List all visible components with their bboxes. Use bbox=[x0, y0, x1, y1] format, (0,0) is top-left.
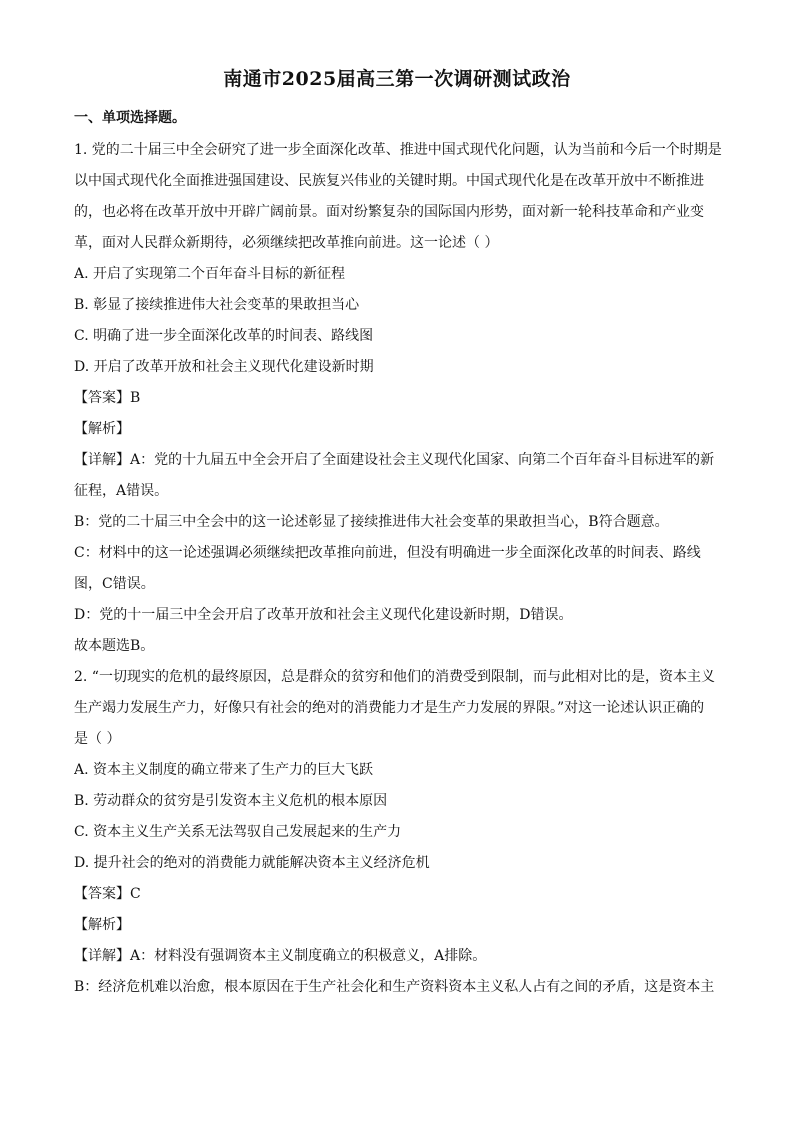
q1-explain-line: C：材料中的这一论述强调必须继续把改革推向前进，但没有明确进一步全面深化改革的时间表、路线 bbox=[74, 545, 701, 561]
q1-explain-line: 故本题选B。 bbox=[74, 638, 155, 654]
q2-option-d: D. 提升社会的绝对的消费能力就能解决资本主义经济危机 bbox=[74, 855, 430, 871]
q1-stem-line: 的，也必将在改革开放中开辟广阔前景。面对纷繁复杂的国际国内形势，面对新一轮科技革命和产业变 bbox=[74, 204, 704, 220]
q1-explain-line: 【详解】A：党的十九届五中全会开启了全面建设社会主义现代化国家、向第二个百年奋斗目标进军的新 bbox=[74, 452, 715, 468]
q1-option-b: B. 彰显了接续推进伟大社会变革的果敢担当心 bbox=[74, 297, 360, 313]
q2-option-b: B. 劳动群众的贫穷是引发资本主义危机的根本原因 bbox=[74, 793, 388, 809]
q1-option-a: A. 开启了实现第二个百年奋斗目标的新征程 bbox=[74, 266, 346, 282]
q1-answer: 【答案】B bbox=[74, 390, 141, 406]
q1-explain-line: D：党的十一届三中全会开启了改革开放和社会主义现代化建设新时期，D错误。 bbox=[74, 607, 573, 623]
section-heading: 一、单项选择题。 bbox=[74, 110, 186, 126]
q1-analysis-label: 【解析】 bbox=[74, 421, 130, 437]
q1-explain-line: 图，C错误。 bbox=[74, 576, 155, 592]
q2-option-a: A. 资本主义制度的确立带来了生产力的巨大飞跃 bbox=[74, 762, 374, 778]
q2-option-c: C. 资本主义生产关系无法驾驭自己发展起来的生产力 bbox=[74, 824, 402, 840]
q1-stem-line: 1. 党的二十届三中全会研究了进一步全面深化改革、推进中国式现代化问题，认为当前和今后一个时期是 bbox=[74, 142, 722, 158]
q1-explain-line: 征程，A错误。 bbox=[74, 483, 169, 499]
q2-stem-line: 2. “一切现实的危机的最终原因，总是群众的贫穷和他们的消费受到限制，而与此相对比的是，资本主义 bbox=[74, 669, 715, 685]
q2-explain-line: B：经济危机难以治愈，根本原因在于生产社会化和生产资料资本主义私人占有之间的矛盾，这是资本主 bbox=[74, 979, 715, 995]
q1-stem-line: 革，面对人民群众新期待，必须继续把改革推向前进。这一论述（ ） bbox=[74, 235, 499, 251]
q2-analysis-label: 【解析】 bbox=[74, 917, 130, 933]
q1-explain-line: B：党的二十届三中全会中的这一论述彰显了接续推进伟大社会变革的果敢担当心，B符合题意。 bbox=[74, 514, 669, 530]
q2-explain-line: 【详解】A：材料没有强调资本主义制度确立的积极意义，A排除。 bbox=[74, 948, 487, 964]
q1-option-c: C. 明确了进一步全面深化改革的时间表、路线图 bbox=[74, 328, 374, 344]
page-title: 南通市2025届高三第一次调研测试政治 bbox=[223, 68, 571, 90]
q1-option-d: D. 开启了改革开放和社会主义现代化建设新时期 bbox=[74, 359, 374, 375]
q2-answer: 【答案】C bbox=[74, 886, 141, 902]
q2-stem-line: 生产竭力发展生产力，好像只有社会的绝对的消费能力才是生产力发展的界限。”对这一论述认识正确的 bbox=[74, 700, 705, 716]
q1-stem-line: 以中国式现代化全面推进强国建设、民族复兴伟业的关键时期。中国式现代化是在改革开放中不断推进 bbox=[74, 173, 704, 189]
q2-stem-line: 是（ ） bbox=[74, 731, 121, 747]
